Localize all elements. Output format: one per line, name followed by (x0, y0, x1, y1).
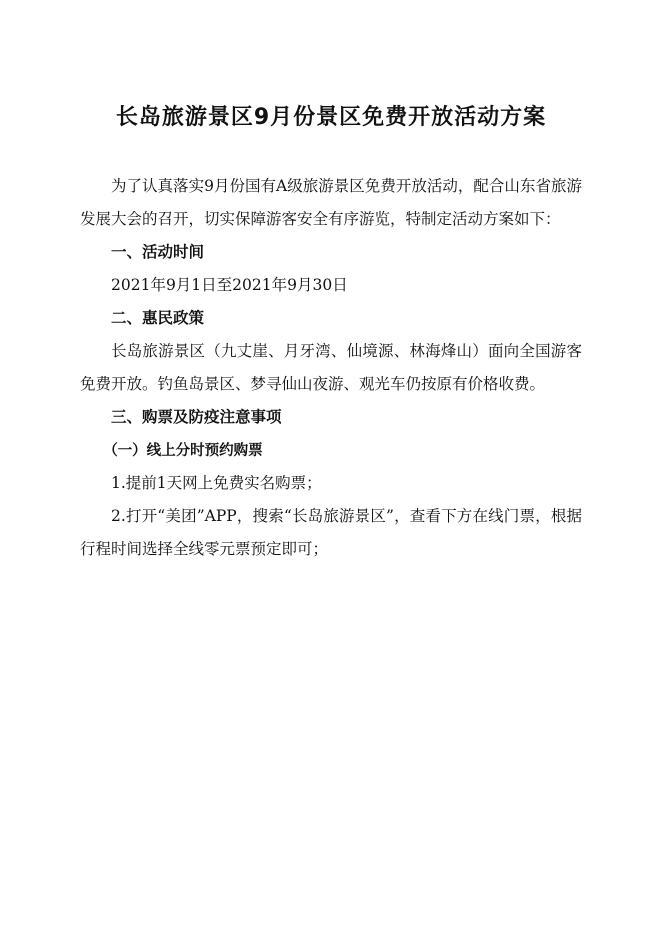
document-title: 长岛旅游景区9月份景区免费开放活动方案 (115, 105, 547, 130)
policy-paragraph: 长岛旅游景区（九丈崖、月牙湾、仙境源、林海烽山）面向全国游客免费开放。钓鱼岛景区、梦寻仙山夜游、观光车仍按原有价格收费。 (80, 342, 582, 393)
activity-time-paragraph: 2021年9月1日至2021年9月30日 (111, 276, 348, 294)
list-item: 1.提前1天网上免费实名购票； (111, 474, 322, 492)
section-heading-activity-time: 一、活动时间 (111, 243, 205, 261)
list-item: 2.打开“美团”APP，搜索“长岛旅游景区”，查看下方在线门票，根据行程时间选择全线零元票预定即可； (80, 507, 582, 558)
section-heading-ticketing: 三、购票及防疫注意事项 (111, 408, 282, 426)
subsection-heading-online-booking: （一）线上分时预约购票 (103, 442, 263, 459)
intro-paragraph: 为了认真落实9月份国有A级旅游景区免费开放活动，配合山东省旅游发展大会的召开，切实保障游客安全有序游览，特制定活动方案如下： (80, 177, 582, 228)
document-body (80, 170, 582, 566)
section-heading-policy: 二、惠民政策 (111, 309, 205, 327)
